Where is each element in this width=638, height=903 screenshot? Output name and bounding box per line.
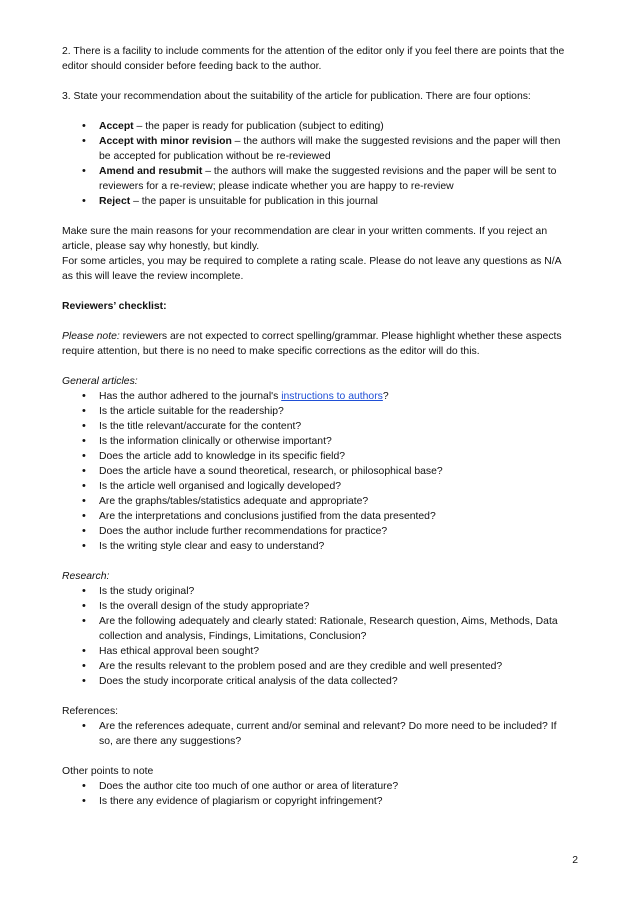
list-item: • Is there any evidence of plagiarism or copyright infringement? (62, 794, 572, 809)
option-desc: – the authors will make the suggested revisions and the paper will then be accepted for publication without be re-reviewed (99, 136, 561, 162)
list-item: • Is the study original? (62, 584, 572, 599)
list-item: • Is the information clinically or otherwise important? (62, 434, 572, 449)
list-item: • Is the article well organised and logically developed? (62, 479, 572, 494)
list-item: • Are the graphs/tables/statistics adequate and appropriate? (62, 494, 572, 509)
option-term: Amend and resubmit (99, 166, 203, 177)
option-amend-resubmit (62, 164, 572, 194)
option-accept (62, 119, 572, 134)
checklist-heading: Reviewers’ checklist: (62, 301, 167, 312)
paragraph-item-2: 2. There is a facility to include comments for the attention of the editor only if you feel there are points that the editor should consider before feeding back to the author. (62, 46, 565, 72)
option-desc: – the paper is ready for publication (subject to editing) (133, 121, 384, 132)
list-item: • Are the results relevant to the problem posed and are they credible and well presented? (62, 659, 572, 674)
note-label: Please note: (62, 331, 120, 342)
item-text: ? (382, 391, 389, 402)
option-term: Accept with minor revision (99, 136, 232, 147)
note-paragraph (62, 329, 572, 359)
general-heading: General articles: (62, 376, 138, 387)
list-item: • Does the study incorporate critical analysis of the data collected? (62, 674, 572, 689)
option-term: Reject (99, 196, 131, 207)
note-text: reviewers are not expected to correct spelling/grammar. Please highlight whether these aspects require attention, but there is no need to make specific corrections as the editor will do this. (62, 331, 562, 357)
list-item: • Does the article add to knowledge in its specific field? (62, 449, 572, 464)
references-list (62, 719, 572, 749)
list-item: • Are the references adequate, current and/or seminal and relevant? Do more need to be included? If so, are there any suggestions? (62, 719, 572, 749)
option-reject (62, 194, 572, 209)
references-heading: References: (62, 706, 119, 717)
item-text: Has the author adhered to the journal's (99, 391, 282, 402)
list-item: • Is the writing style clear and easy to understand? (62, 539, 572, 554)
general-list (62, 389, 572, 554)
recommendation-options-list (62, 119, 572, 209)
list-item: • Does the author include further recommendations for practice? (62, 524, 572, 539)
paragraph-rating: For some articles, you may be required to complete a rating scale. Please do not leave any questions as N/A as this will leave the review incomplete. (62, 256, 562, 282)
list-item: • Are the following adequately and clearly stated: Rationale, Research question, Aims, Methods, Data collection and analysis, Findings, Limitations, Conclusion? (62, 614, 572, 644)
list-item: • Are the interpretations and conclusions justified from the data presented? (62, 509, 572, 524)
instructions-to-authors-link[interactable]: instructions to authors (281, 391, 383, 402)
document-page (62, 44, 572, 809)
research-list (62, 584, 572, 689)
other-list (62, 779, 572, 809)
list-item: • Does the author cite too much of one author or area of literature? (62, 779, 572, 794)
page-number: 2 (572, 855, 578, 866)
list-item: • Is the title relevant/accurate for the content? (62, 419, 572, 434)
list-item: • Does the article have a sound theoretical, research, or philosophical base? (62, 464, 572, 479)
option-term: Accept (99, 121, 134, 132)
list-item: • Has ethical approval been sought? (62, 644, 572, 659)
option-desc: – the paper is unsuitable for publication in this journal (130, 196, 378, 207)
paragraph-reasons: Make sure the main reasons for your recommendation are clear in your written comments. If you reject an article, please say why honestly, but kindly. (62, 226, 548, 252)
option-desc: – the authors will make the suggested revisions and the paper will be sent to reviewers for a re-review; please indicate whether you are happy to re-review (99, 166, 557, 192)
other-heading: Other points to note (62, 766, 154, 777)
list-item: • Is the overall design of the study appropriate? (62, 599, 572, 614)
research-heading: Research: (62, 571, 110, 582)
option-accept-minor-revision (62, 134, 572, 164)
list-item (62, 389, 572, 404)
list-item: • Is the article suitable for the readership? (62, 404, 572, 419)
paragraph-item-3: 3. State your recommendation about the suitability of the article for publication. There are four options: (62, 91, 531, 102)
